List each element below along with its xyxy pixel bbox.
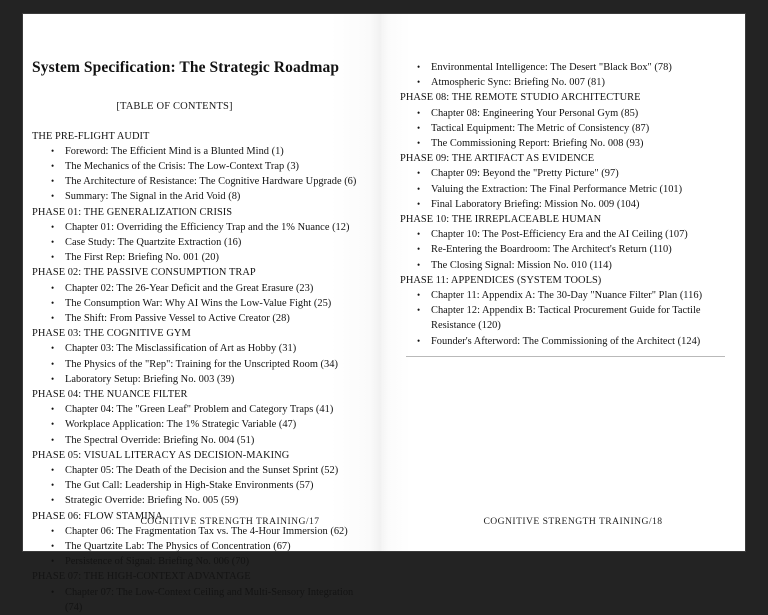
bullet-icon: • — [51, 480, 55, 491]
toc-section-heading: PHASE 02: THE PASSIVE CONSUMPTION TRAP — [32, 267, 256, 279]
page-footer-right: COGNITIVE STRENGTH TRAINING/18 — [483, 516, 663, 527]
toc-entry[interactable] — [400, 288, 731, 303]
bullet-icon: • — [51, 221, 55, 232]
bullet-icon: • — [417, 290, 421, 301]
toc-entry[interactable] — [400, 121, 731, 136]
bullet-icon: • — [51, 161, 55, 171]
toc-entry-label: Chapter 12: Appendix B: Tactical Procurement Guide for Tactile Resistance (120) — [431, 305, 701, 332]
bullet-icon: • — [51, 252, 55, 263]
bullet-icon: • — [417, 62, 421, 72]
bullet-icon: • — [51, 556, 55, 567]
toc-section-heading: PHASE 10: THE IRREPLACEABLE HUMAN — [400, 214, 602, 226]
toc-entry[interactable] — [400, 166, 731, 181]
toc-section-heading: PHASE 09: THE ARTIFACT AS EVIDENCE — [400, 153, 595, 165]
bullet-icon: • — [417, 335, 421, 346]
bullet-icon: • — [417, 259, 421, 270]
toc-section-heading: PHASE 06: FLOW STAMINA — [32, 510, 163, 522]
toc-list-right — [400, 60, 731, 349]
toc-entry-label: Chapter 07: The Low-Context Ceiling and Multi-Sensory Integration (74) — [65, 586, 354, 613]
toc-entry-label: Case Study: The Quartzite Extraction (16) — [65, 237, 242, 249]
toc-entry[interactable] — [32, 539, 363, 554]
toc-entry-label: The Architecture of Resistance: The Cognitive Hardware Upgrade (6) — [65, 176, 357, 188]
toc-entry[interactable] — [400, 60, 731, 75]
bullet-icon: • — [417, 183, 421, 194]
toc-entry-label: Final Laboratory Briefing: Mission No. 009 (104) — [431, 198, 640, 210]
toc-entry-label: The Mechanics of the Crisis: The Low-Context Trap (3) — [65, 161, 300, 172]
bullet-icon: • — [51, 586, 55, 597]
toc-section-heading: PHASE 08: THE REMOTE STUDIO ARCHITECTURE — [400, 92, 641, 104]
bullet-icon: • — [417, 305, 421, 316]
toc-entry-label: Re-Entering the Boardroom: The Architect's Return (110) — [431, 244, 672, 256]
toc-entry[interactable] — [32, 402, 363, 417]
bullet-icon: • — [51, 191, 55, 202]
toc-section-heading: PHASE 01: THE GENERALIZATION CRISIS — [32, 206, 233, 218]
toc-section-heading: PHASE 04: THE NUANCE FILTER — [32, 389, 188, 401]
toc-entry-label: The Gut Call: Leadership in High-Stake Environments (57) — [65, 480, 314, 492]
toc-entry[interactable] — [32, 493, 363, 508]
toc-section-heading: PHASE 07: THE HIGH-CONTEXT ADVANTAGE — [32, 571, 251, 583]
toc-section-heading: PHASE 05: VISUAL LITERACY AS DECISION-MAKING — [32, 449, 290, 461]
toc-entry-label: Chapter 05: The Death of the Decision and the Sunset Sprint (52) — [65, 465, 339, 477]
toc-entry-label: Laboratory Setup: Briefing No. 003 (39) — [65, 373, 235, 385]
toc-entry[interactable] — [32, 281, 363, 296]
toc-entry[interactable] — [400, 182, 731, 197]
bullet-icon: • — [417, 138, 421, 149]
toc-entry[interactable] — [32, 220, 363, 235]
toc-entry-label: Chapter 10: The Post-Efficiency Era and the AI Ceiling (107) — [431, 229, 688, 241]
toc-entry[interactable] — [32, 159, 363, 174]
toc-entry[interactable] — [32, 357, 363, 372]
bullet-icon: • — [51, 237, 55, 248]
toc-entry[interactable] — [32, 433, 363, 448]
bullet-icon: • — [51, 373, 55, 384]
toc-entry-label: Atmospheric Sync: Briefing No. 007 (81) — [431, 77, 605, 89]
bullet-icon: • — [417, 77, 421, 88]
toc-entry-label: Environmental Intelligence: The Desert "Black Box" (78) — [431, 62, 672, 73]
bullet-icon: • — [51, 358, 55, 369]
toc-entry-label: Chapter 09: Beyond the "Pretty Picture" (97) — [431, 168, 619, 180]
toc-entry[interactable] — [32, 478, 363, 493]
toc-entry[interactable] — [32, 341, 363, 356]
page-title: System Specification: The Strategic Roadmap — [32, 59, 340, 76]
toc-entry-label: The Quartzite Lab: The Physics of Concentration (67) — [65, 541, 291, 553]
toc-label: [TABLE OF CONTENTS] — [116, 100, 233, 112]
toc-entry[interactable] — [400, 136, 731, 151]
book-spread — [23, 14, 745, 613]
toc-entry[interactable] — [32, 250, 363, 265]
toc-entry-label: Persistence of Signal: Briefing No. 006 (70) — [65, 556, 250, 568]
bullet-icon: • — [417, 229, 421, 240]
bullet-icon: • — [51, 419, 55, 430]
bullet-icon: • — [51, 525, 55, 536]
bullet-icon: • — [417, 107, 421, 118]
toc-entry-label: The Spectral Override: Briefing No. 004 (51) — [65, 434, 255, 446]
toc-entry-label: Summary: The Signal in the Arid Void (8) — [65, 191, 241, 203]
toc-entry[interactable] — [32, 585, 363, 615]
section-divider — [406, 356, 725, 357]
page-right — [381, 14, 745, 551]
toc-entry-label: Foreword: The Efficient Mind is a Blunted Mind (1) — [65, 145, 284, 157]
bullet-icon: • — [51, 145, 55, 156]
toc-entry[interactable] — [400, 242, 731, 257]
toc-entry-label: Tactical Equipment: The Metric of Consistency (87) — [431, 122, 650, 134]
bullet-icon: • — [51, 434, 55, 445]
toc-entry-label: The Commissioning Report: Briefing No. 008 (93) — [431, 138, 644, 150]
toc-entry[interactable] — [32, 174, 363, 189]
bullet-icon: • — [51, 176, 55, 187]
toc-entry-label: Chapter 06: The Fragmentation Tax vs. The 4-Hour Immersion (62) — [65, 525, 348, 537]
bullet-icon: • — [51, 465, 55, 476]
toc-entry[interactable] — [32, 311, 363, 326]
toc-entry-label: The Shift: From Passive Vessel to Active Creator (28) — [65, 313, 290, 325]
toc-entry-label: Chapter 01: Overriding the Efficiency Trap and the 1% Nuance (12) — [65, 221, 350, 233]
bullet-icon: • — [417, 122, 421, 133]
toc-entry[interactable] — [32, 417, 363, 432]
toc-entry[interactable] — [400, 106, 731, 121]
toc-entry[interactable] — [400, 258, 731, 273]
bullet-icon: • — [51, 313, 55, 324]
page-left — [23, 14, 381, 613]
toc-entry[interactable] — [400, 303, 731, 333]
bullet-icon: • — [51, 282, 55, 293]
toc-list-left — [32, 129, 363, 615]
toc-entry[interactable] — [400, 334, 731, 349]
bullet-icon: • — [51, 495, 55, 506]
toc-entry-label: The Closing Signal: Mission No. 010 (114) — [431, 259, 612, 271]
toc-entry[interactable] — [32, 554, 363, 569]
bullet-icon: • — [417, 168, 421, 179]
toc-entry[interactable] — [32, 144, 363, 159]
bullet-icon: • — [417, 198, 421, 209]
toc-entry[interactable] — [400, 75, 731, 90]
bullet-icon: • — [51, 541, 55, 552]
bullet-icon: • — [51, 297, 55, 308]
bullet-icon: • — [417, 244, 421, 255]
toc-entry-label: Workplace Application: The 1% Strategic Variable (47) — [65, 419, 297, 431]
bullet-icon: • — [51, 404, 55, 415]
toc-entry-label: Strategic Override: Briefing No. 005 (59) — [65, 495, 239, 507]
toc-entry[interactable] — [400, 227, 731, 242]
toc-entry[interactable] — [32, 189, 363, 204]
toc-entry[interactable] — [32, 235, 363, 250]
toc-entry[interactable] — [32, 372, 363, 387]
toc-entry-label: Founder's Afterword: The Commissioning of the Architect (124) — [431, 335, 701, 347]
toc-entry-label: Chapter 08: Engineering Your Personal Gym (85) — [431, 107, 639, 119]
toc-section-heading: THE PRE-FLIGHT AUDIT — [32, 130, 150, 142]
toc-entry-label: Chapter 11: Appendix A: The 30-Day "Nuance Filter" Plan (116) — [431, 290, 703, 302]
toc-entry[interactable] — [32, 296, 363, 311]
toc-entry-label: Valuing the Extraction: The Final Performance Metric (101) — [431, 183, 683, 195]
toc-entry-label: The Physics of the "Rep": Training for the Unscripted Room (34) — [65, 358, 338, 370]
toc-entry[interactable] — [32, 463, 363, 478]
toc-entry-label: The First Rep: Briefing No. 001 (20) — [65, 252, 219, 264]
toc-section-heading: PHASE 03: THE COGNITIVE GYM — [32, 328, 191, 340]
toc-entry-label: The Consumption War: Why AI Wins the Low-Value Fight (25) — [65, 297, 332, 309]
page-footer-left: COGNITIVE STRENGTH TRAINING/17 — [140, 516, 320, 527]
bullet-icon: • — [51, 343, 55, 354]
toc-entry-label: Chapter 04: The "Green Leaf" Problem and Category Traps (41) — [65, 404, 334, 416]
toc-entry-label: Chapter 03: The Misclassification of Art as Hobby (31) — [65, 343, 297, 355]
toc-section-heading: PHASE 11: APPENDICES (SYSTEM TOOLS) — [400, 274, 602, 286]
toc-entry[interactable] — [400, 197, 731, 212]
toc-entry-label: Chapter 02: The 26-Year Deficit and the Great Erasure (23) — [65, 282, 314, 294]
